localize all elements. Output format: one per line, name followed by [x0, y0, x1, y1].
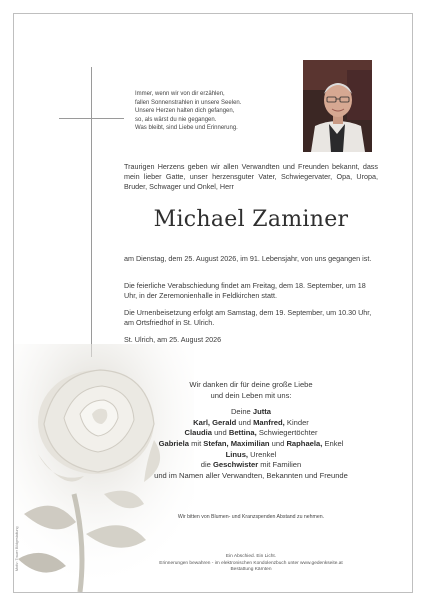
poem-line: Immer, wenn wir von dir erzählen, — [135, 91, 225, 97]
mourner-name: Karl, Gerald — [193, 417, 237, 427]
poem — [135, 90, 300, 133]
mourner-line — [124, 428, 378, 439]
place-date: St. Ulrich, am 25. August 2026 — [124, 335, 222, 344]
mourner-line — [124, 418, 378, 429]
portrait-image — [303, 60, 372, 152]
farewell-notice: Die feierliche Verabschiedung findet am Freitag, dem 18. September, um 18 Uhr, in der Zeremonienhalle in Feldkirchen statt. — [124, 281, 366, 300]
poem-line: Was bleibt, sind Liebe und Erinnerung. — [135, 125, 238, 132]
poem-line: fallen Sonnenstrahlen in unsere Seelen. — [135, 99, 242, 106]
mourner-relation: Schwiegertöchter — [256, 428, 318, 438]
mourner-name: Gabriela — [158, 438, 189, 448]
mourner-line — [124, 439, 378, 450]
mourner-name: Bettina, — [228, 428, 257, 438]
footer-line: Erinnerungen bewahren - im elektronischen Kondolenzbuch unter www.gedenkseite.at — [159, 560, 343, 566]
mourner-name: Stefan, Maximilian — [203, 438, 270, 448]
mourner-text: und — [236, 417, 254, 427]
mourner-name: Claudia — [184, 428, 212, 438]
mourner-text: und — [211, 428, 229, 438]
mourner-relation: Enkel — [322, 438, 344, 448]
mourner-name: Geschwister — [213, 460, 259, 470]
mourner-line — [124, 450, 378, 461]
footer-line: Bestattung Kärnten — [230, 567, 272, 573]
cross-horizontal — [59, 118, 124, 119]
cross-vertical — [91, 67, 92, 357]
mourner-name: Linus, — [225, 449, 249, 459]
thanks-closing: und im Namen aller Verwandten, Bekannten und Freunde — [154, 470, 348, 480]
thanks-line: Wir danken dir für deine große Liebe — [189, 380, 313, 389]
death-notice: am Dienstag, dem 25. August 2026, im 91. Lebensjahr, von uns gegangen ist. — [124, 254, 372, 263]
burial-notice: Die Urnenbeisetzung erfolgt am Samstag, dem 19. September, um 10.30 Uhr, am Ortsfriedhof in St. Ulrich. — [124, 308, 372, 327]
mourner-text: Deine — [230, 407, 253, 417]
mourner-relation: Kinder — [284, 417, 309, 427]
no-flowers-note: Wir bitten von Blumen- und Kranzspenden Abstand zu nehmen. — [177, 514, 325, 520]
mourner-line — [124, 460, 378, 471]
portrait-photo — [303, 60, 372, 152]
poem-line: Unsere Herzen halten dich gefangen, — [135, 108, 235, 115]
thanks-line: und dein Leben mit uns: — [210, 390, 292, 400]
mourner-name: Manfred, — [253, 417, 285, 427]
mourner-name: Raphaela, — [286, 438, 323, 448]
intro-text: Traurigen Herzens geben wir allen Verwandten und Freunden bekannt, dass mein lieber Gatte, unser herzensguter Vater, Schwiegervater, Opa, Uropa, Bruder, Schwager und Onkel, Herr — [124, 162, 378, 191]
mourner-relation: Urenkel — [248, 449, 277, 459]
footer — [124, 554, 378, 574]
poem-line: so, als wärst du nie gegangen. — [135, 116, 217, 123]
mourner-text: die — [200, 460, 214, 470]
mourner-text: und — [269, 438, 287, 448]
obituary-card — [13, 13, 413, 593]
mourner-text: mit — [188, 438, 204, 448]
footer-line: Ein Abschied. Ein Licht. — [225, 554, 277, 559]
deceased-name: Michael Zaminer — [153, 207, 349, 232]
thanks-section — [124, 380, 378, 481]
mourner-line — [124, 407, 378, 418]
image-credit: Motiv: Trauer Bildgestaltung — [15, 526, 19, 571]
mourner-relation: mit Familien — [258, 460, 302, 470]
mourner-name: Jutta — [252, 407, 272, 417]
